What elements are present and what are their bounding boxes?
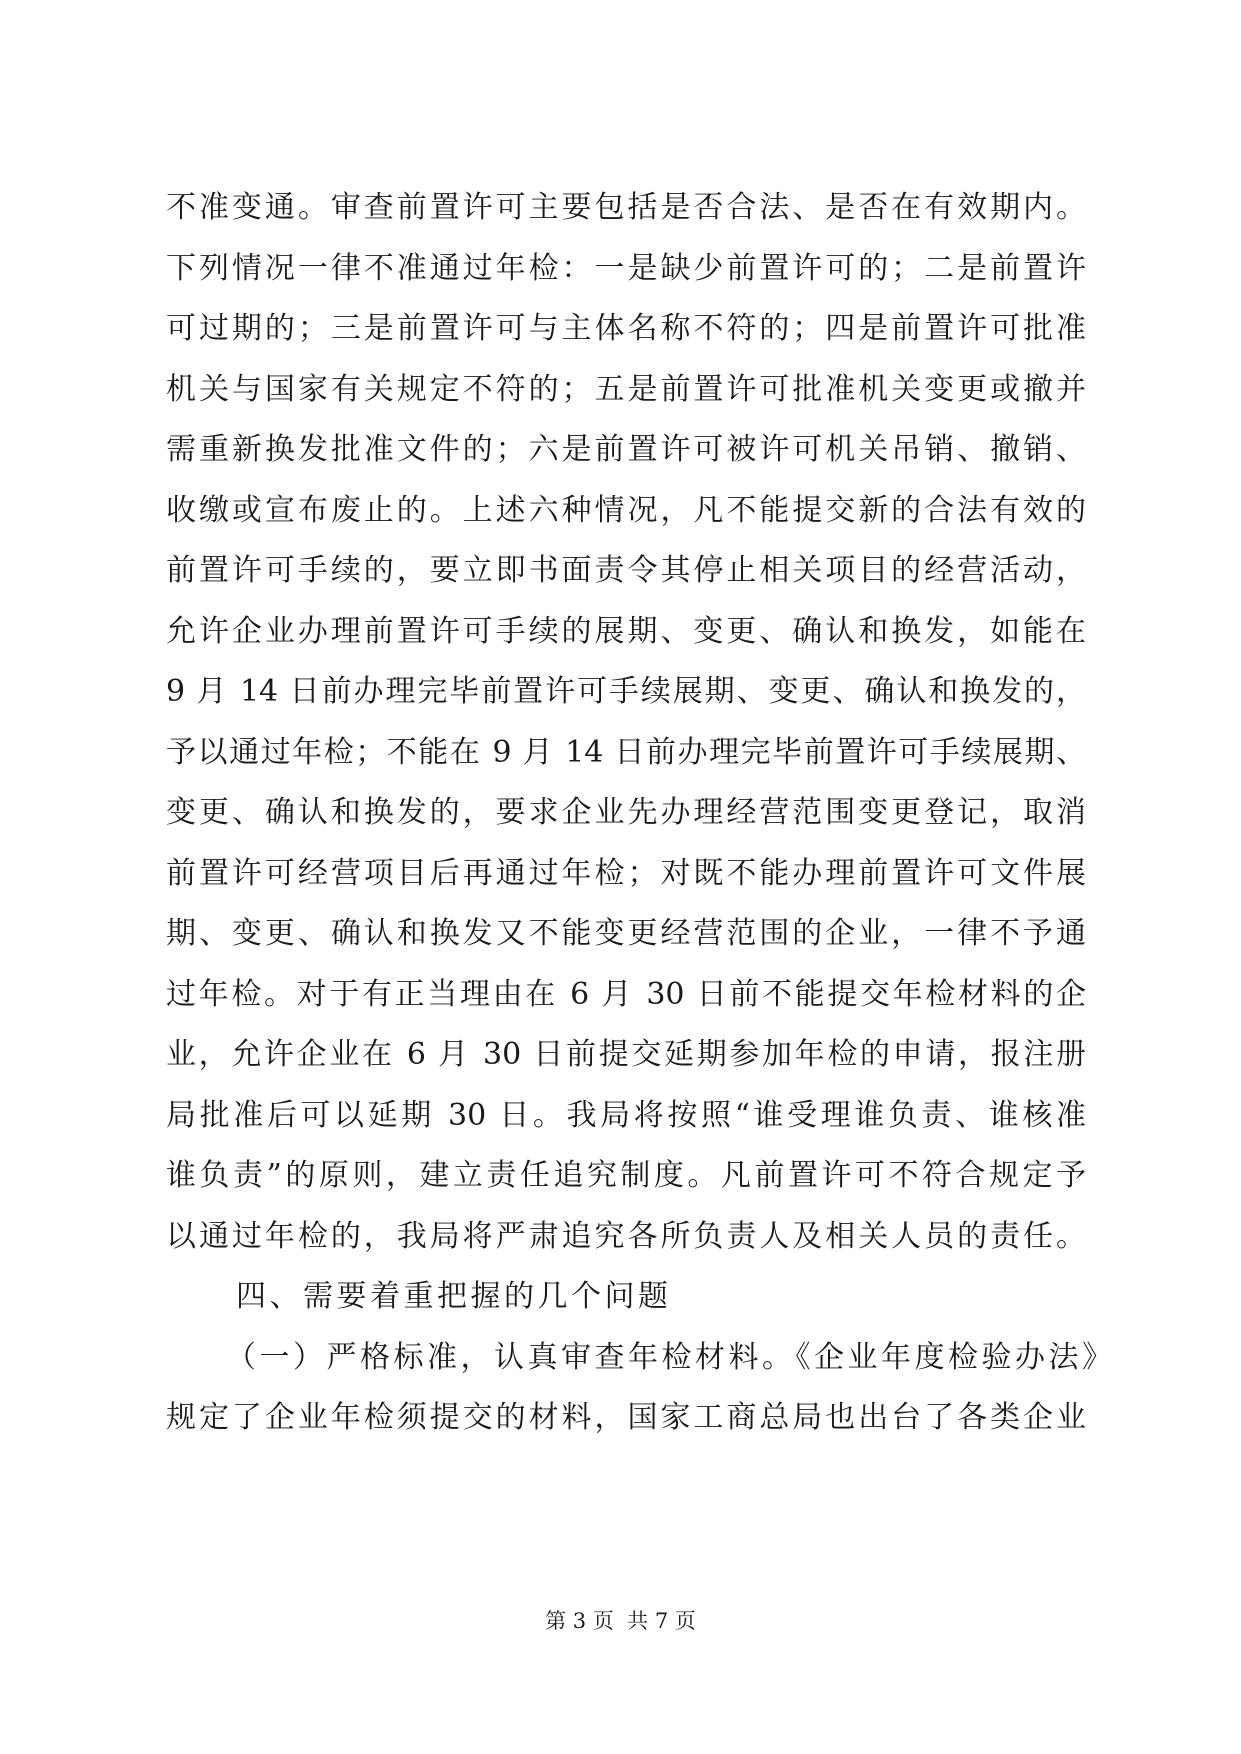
text-line: 以通过年检的，我局将严肃追究各所负责人及相关人员的责任。 (166, 1218, 1086, 1254)
text-line: 过年检。对于有正当理由在 6 月 30 日前不能提交年检材料的企 (166, 976, 1086, 1012)
text-line: 需重新换发批准文件的；六是前置许可被许可机关吊销、撤销、 (166, 432, 1086, 467)
page-number-label: 第 3 页 共 7 页 (545, 1609, 696, 1633)
text-line: 期、变更、确认和换发又不能变更经营范围的企业，一律不予通 (166, 916, 1086, 951)
text-line: 下列情况一律不准通过年检：一是缺少前置许可的；二是前置许 (166, 250, 1086, 286)
text-line: 予以通过年检；不能在 9 月 14 日前办理完毕前置许可手续展期、 (166, 734, 1086, 770)
text-line: 9 月 14 日前办理完毕前置许可手续展期、变更、确认和换发的， (166, 674, 1086, 709)
text-line: 机关与国家有关规定不符的；五是前置许可批准机关变更或撤并 (166, 371, 1086, 407)
text-line: 前置许可手续的，要立即书面责令其停止相关项目的经营活动， (166, 553, 1086, 588)
text-line: 收缴或宣布废止的。上述六种情况，凡不能提交新的合法有效的 (166, 492, 1086, 528)
page-footer (0, 1605, 1241, 1635)
body-text (166, 178, 1116, 1449)
section-heading: 四、需要着重把握的几个问题 (236, 1279, 672, 1314)
text-line: 前置许可经营项目后再通过年检；对既不能办理前置许可文件展 (166, 855, 1086, 891)
text-line: 可过期的；三是前置许可与主体名称不符的；四是前置许可批准 (166, 311, 1086, 346)
text-line: 变更、确认和换发的，要求企业先办理经营范围变更登记，取消 (166, 795, 1086, 830)
text-line: 局批准后可以延期 30 日。我局将按照“谁受理谁负责、谁核准 (166, 1097, 1086, 1133)
text-line: 不准变通。审查前置许可主要包括是否合法、是否在有效期内。 (166, 190, 1086, 225)
text-line: 允许企业办理前置许可手续的展期、变更、确认和换发，如能在 (166, 613, 1086, 649)
text-line: 业，允许企业在 6 月 30 日前提交延期参加年检的申请，报注册 (166, 1037, 1086, 1072)
text-line: 谁负责”的原则，建立责任追究制度。凡前置许可不符合规定予 (166, 1158, 1086, 1193)
sub-heading-line: （一）严格标准，认真审查年检材料。《企业年度检验办法》 (226, 1339, 1116, 1375)
text-line: 规定了企业年检须提交的材料，国家工商总局也出台了各类企业 (166, 1400, 1086, 1435)
